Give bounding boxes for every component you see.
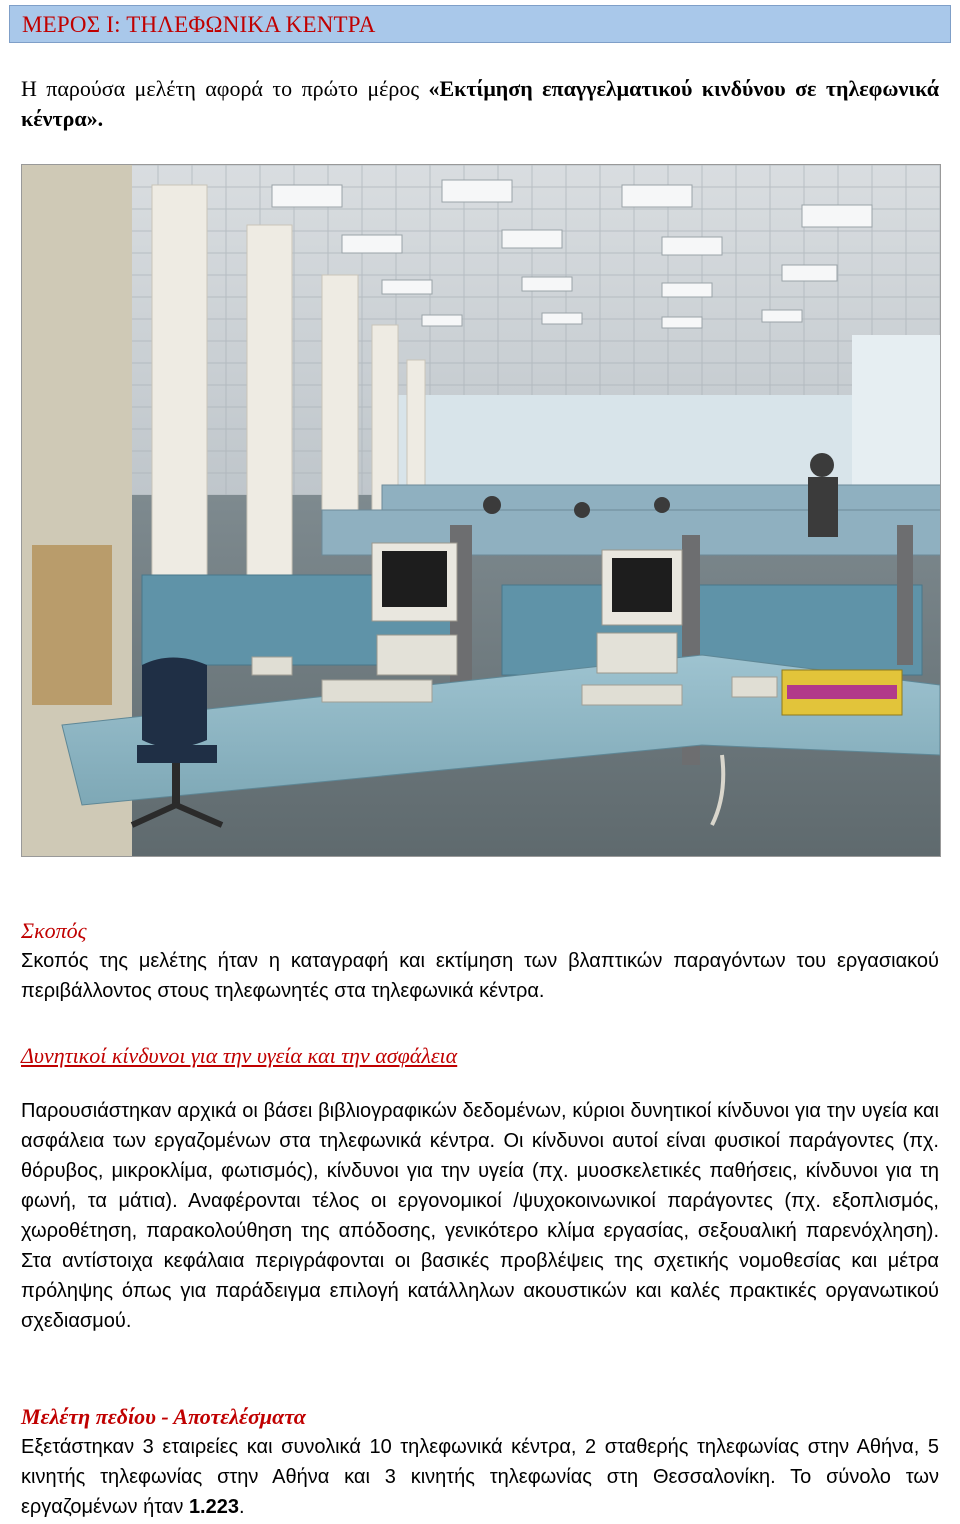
field-text-main: Εξετάστηκαν 3 εταιρείες και συνολικά 10 τηλεφωνικά κέντρα, 2 σταθερής τηλεφωνίας στην Αθήνα, 5 κινητής τηλεφωνίας στην Αθήνα και 3 κινητής τηλεφωνίας στη Θεσσαλονίκη. Το σύνολο των εργαζομένων ήταν <box>21 1436 939 1518</box>
hazards-section <box>21 1041 939 1071</box>
field-total-workers: 1.223 <box>188 1496 239 1518</box>
intro-paragraph <box>21 74 939 134</box>
field-heading: Μελέτη πεδίου - Αποτελέσματα <box>21 1404 306 1429</box>
field-text-end: . <box>239 1496 245 1518</box>
section-header <box>9 5 951 43</box>
scope-section <box>21 916 939 1006</box>
section-title: ΜΕΡΟΣ Ι: ΤΗΛΕΦΩΝΙΚΑ ΚΕΝΤΡΑ <box>22 12 376 37</box>
scope-text: Σκοπός της μελέτης ήταν η καταγραφή και εκτίμηση των βλαπτικών παραγόντων του εργασιακού περιβάλλοντος στους τηλεφωνητές στα τηλεφωνικά κέντρα. <box>21 950 939 1002</box>
field-text <box>21 1432 939 1522</box>
intro-study-title: «Εκτίμηση επαγγελματικού κινδύνου σε τηλεφωνικά κέντρα». <box>21 76 939 131</box>
hazards-text: Παρουσιάστηκαν αρχικά οι βάσει βιβλιογραφικών δεδομένων, κύριοι δυνητικοί κίνδυνοι για την υγεία και ασφάλεια των εργαζομένων στα τηλεφωνικά κέντρα. Οι κίνδυνοι αυτοί είναι φυσικοί παράγοντες (πχ. θόρυβος, μικροκλίμα, φωτισμός), κίνδυνοι για την υγεία (πχ. μυοσκελετικές παθήσεις, κίνδυνοι για τη φωνή, τα μάτια). Αναφέρονται τέλος οι εργονομικοί /ψυχοκοινωνικοί παράγοντες (πχ. εξοπλισμός, χωροθέτηση, παρακολούθηση της απόδοσης, γενικότερο κλίμα εργασίας, σεξουαλική παρενόχληση). Στα αντίστοιχα κεφάλαια περιγράφονται οι βασικές προβλέψεις της σχετικής νομοθεσίας και μέτρα πρόληψης όπως για παράδειγμα επιλογή κατάλληλων ακουστικών και καλές πρακτικές οργανωτικού σχεδιασμού. <box>21 1100 939 1332</box>
scope-heading: Σκοπός <box>21 918 87 943</box>
call-center-photo <box>21 164 941 857</box>
call-center-photo-illustration <box>22 165 940 856</box>
intro-text: Η παρούσα μελέτη αφορά το πρώτο μέρος <box>21 76 429 101</box>
field-section <box>21 1402 939 1522</box>
hazards-heading: Δυνητικοί κίνδυνοι για την υγεία και την ασφάλεια <box>21 1043 458 1068</box>
hazards-body <box>21 1096 939 1336</box>
